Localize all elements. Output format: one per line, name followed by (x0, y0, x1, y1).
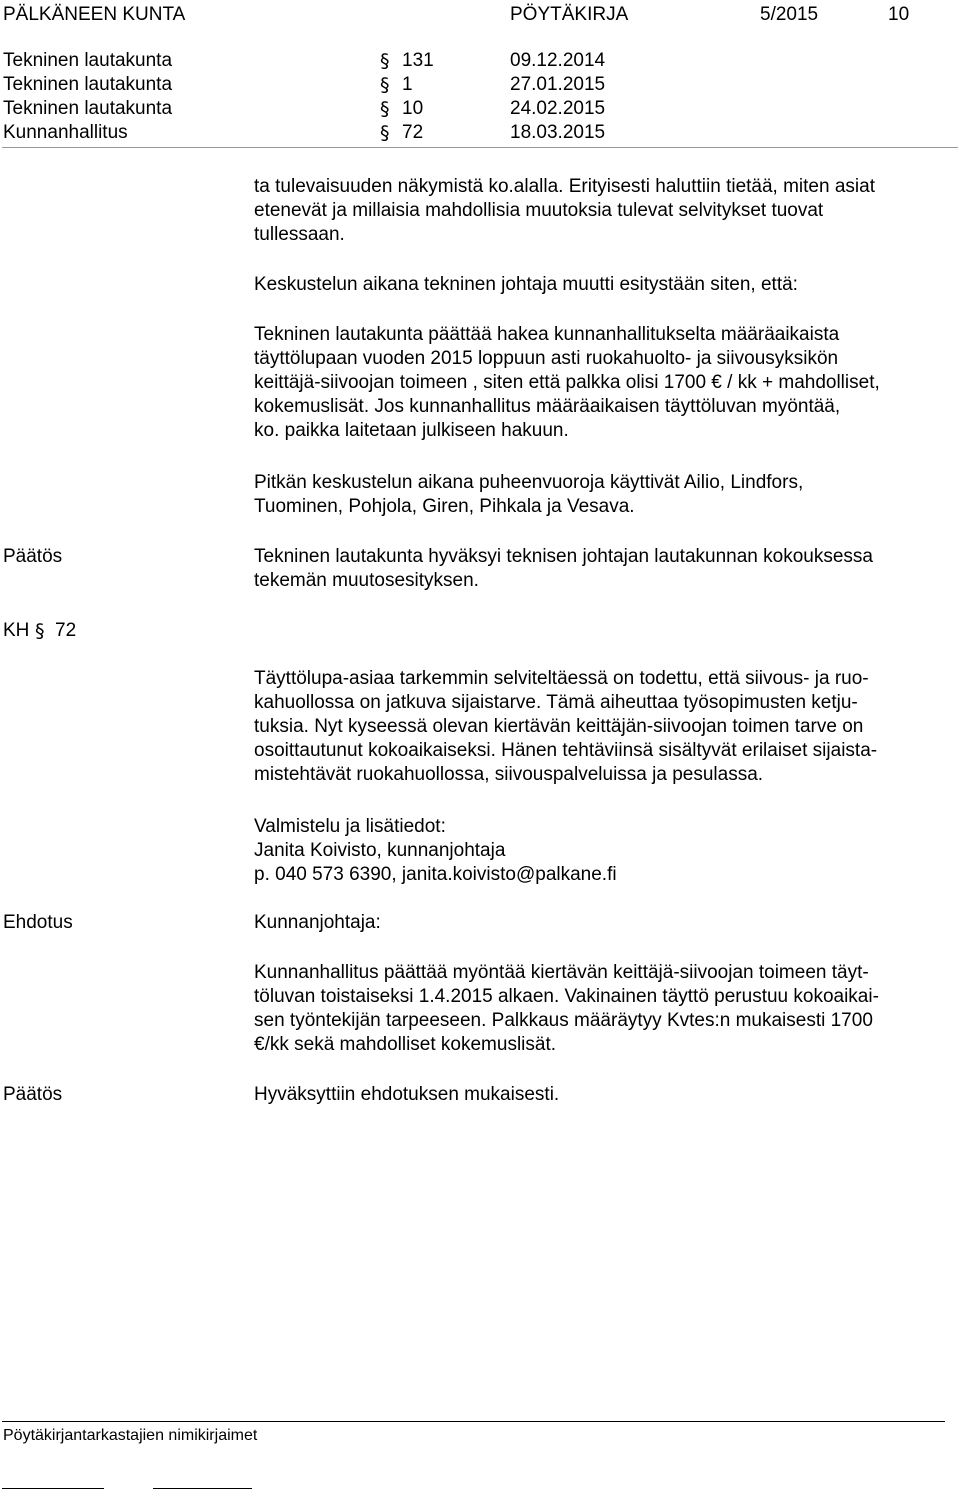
paragraph-discussion (254, 273, 954, 297)
paragraph-background (254, 667, 954, 787)
decision-label: Päätös (3, 546, 63, 567)
kh-label: KH (3, 620, 30, 641)
text-line: ko. paikka laitetaan julkiseen hakuun. (254, 420, 569, 441)
text-line: Tuominen, Pohjola, Giren, Pihkala ja Vesava. (254, 496, 635, 517)
text-line: Kunnanhallitus päättää myöntää kiertävän keittäjä-siivoojan toimeen täyt- (254, 962, 869, 983)
text-line: Hyväksyttiin ehdotuksen mukaisesti. (254, 1084, 560, 1105)
paragraph-intro (254, 175, 954, 247)
paragraph-decision-1 (254, 545, 954, 593)
paragraph-proposal (254, 961, 954, 1057)
text-line: tullessaan. (254, 224, 345, 245)
signatures-label: Pöytäkirjantarkastajien nimikirjaimet (3, 1427, 258, 1444)
history-number: 72 (402, 122, 424, 143)
history-body: Tekninen lautakunta (3, 50, 173, 71)
text-line: kokemuslisät. Jos kunnanhallitus määräaikaisen täyttöluvan myöntää, (254, 396, 841, 417)
contact-heading: Valmistelu ja lisätiedot: (254, 816, 446, 837)
text-line: mistehtävät ruokahuollossa, siivouspalveluissa ja pesulassa. (254, 764, 764, 785)
history-date: 27.01.2015 (510, 74, 606, 95)
municipality-name: PÄLKÄNEEN KUNTA (3, 4, 186, 25)
text-line: täyttölupaan vuoden 2015 loppuun asti ruokahuolto- ja siivousyksikön (254, 348, 839, 369)
signature-line (2, 1488, 104, 1489)
section-sign: § (380, 122, 390, 144)
page-number: 10 (888, 4, 910, 25)
history-body: Kunnanhallitus (3, 122, 128, 143)
history-date: 18.03.2015 (510, 122, 606, 143)
decision-label: Päätös (3, 1084, 63, 1105)
text-line: kahuollossa on jatkuva sijaistarve. Tämä aiheuttaa työsopimusten ketju- (254, 692, 858, 713)
section-sign: § (380, 50, 390, 72)
history-date: 24.02.2015 (510, 98, 606, 119)
text-line: osoittautunut kokoaikaiseksi. Hänen tehtäviinsä sisältyvät erilaiset sijaista- (254, 740, 878, 761)
history-body: Tekninen lautakunta (3, 74, 173, 95)
text-line: sen työntekijän tarpeeseen. Palkkaus määräytyy Kvtes:n mukaisesti 1700 (254, 1010, 873, 1031)
history-number: 1 (402, 74, 413, 95)
issue-number: 5/2015 (760, 4, 819, 25)
history-number: 10 (402, 98, 424, 119)
text-line: ta tulevaisuuden näkymistä ko.alalla. Erityisesti haluttiin tietää, miten asiat (254, 176, 875, 197)
text-line: tuksia. Nyt kyseessä olevan kiertävän keittäjän-siivoojan toimen tarve on (254, 716, 864, 737)
text-line: €/kk sekä mahdolliset kokemuslisät. (254, 1034, 557, 1055)
proposal-label: Ehdotus (3, 912, 73, 933)
footer-divider (2, 1421, 945, 1422)
text-line: Pitkän keskustelun aikana puheenvuoroja käyttivät Ailio, Lindfors, (254, 472, 804, 493)
document-type: PÖYTÄKIRJA (510, 4, 629, 25)
paragraph-decision-2 (254, 1083, 954, 1107)
text-line: Keskustelun aikana tekninen johtaja muutti esitystään siten, että: (254, 274, 798, 295)
text-line: töluvan toistaiseksi 1.4.2015 alkaen. Vakinainen täyttö perustuu kokoaikai- (254, 986, 879, 1007)
section-sign: § (380, 98, 390, 120)
contact-name: Janita Koivisto, kunnanjohtaja (254, 840, 506, 861)
contact-info (254, 815, 954, 887)
paragraph-amended-proposal (254, 323, 954, 443)
section-sign: § (380, 74, 390, 96)
text-line: tekemän muutosesityksen. (254, 570, 479, 591)
text-line: keittäjä-siivoojan toimeen , siten että palkka olisi 1700 € / kk + mahdolliset, (254, 372, 880, 393)
header-divider (2, 147, 958, 148)
proposal-by (254, 911, 954, 935)
history-number: 131 (402, 50, 434, 71)
signature-line (153, 1488, 252, 1489)
history-date: 09.12.2014 (510, 50, 606, 71)
text-line: Kunnanjohtaja: (254, 912, 381, 933)
contact-details: p. 040 573 6390, janita.koivisto@palkane.fi (254, 864, 617, 885)
section-sign: § (35, 620, 45, 642)
text-line: Tekninen lautakunta päättää hakea kunnanhallitukselta määräaikaista (254, 324, 840, 345)
kh-number: 72 (55, 620, 77, 641)
text-line: Tekninen lautakunta hyväksyi teknisen johtajan lautakunnan kokouksessa (254, 546, 873, 567)
text-line: Täyttölupa-asiaa tarkemmin selviteltäessä on todettu, että siivous- ja ruo- (254, 668, 869, 689)
text-line: etenevät ja millaisia mahdollisia muutoksia tulevat selvitykset tuovat (254, 200, 824, 221)
paragraph-speakers (254, 471, 954, 519)
history-body: Tekninen lautakunta (3, 98, 173, 119)
